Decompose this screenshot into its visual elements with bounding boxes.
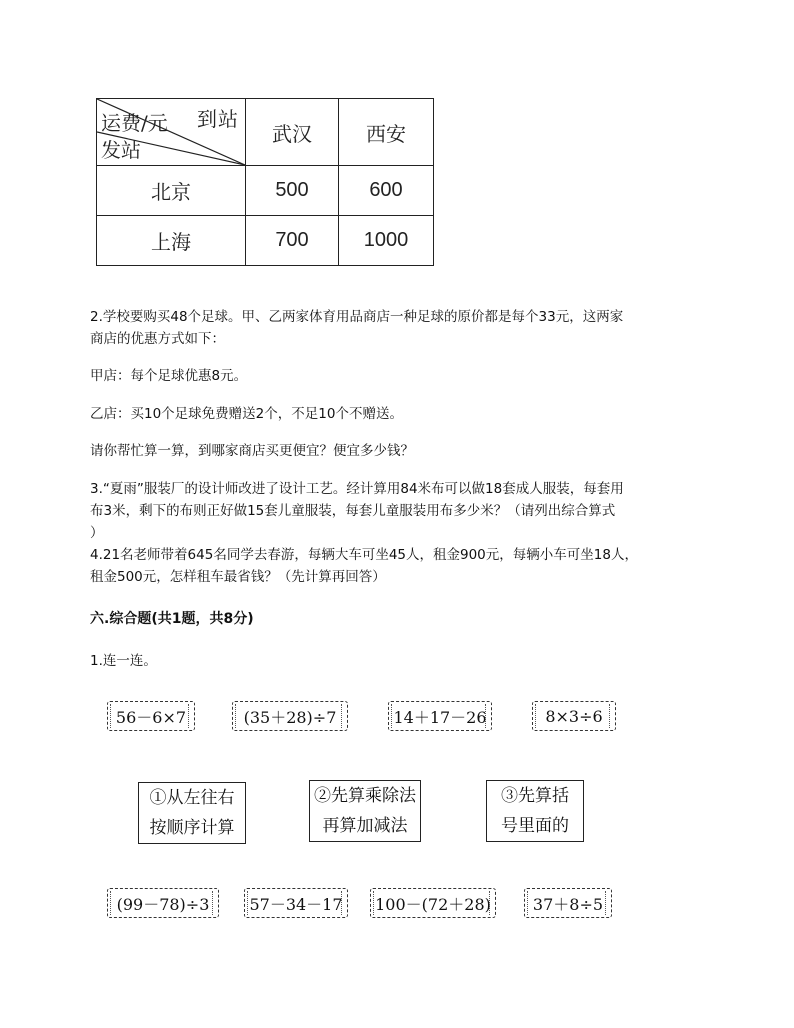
- expression-card-top-4[interactable]: 8×3÷6: [532, 701, 616, 731]
- question-4-line-2: 租金500元，怎样租车最省钱？（先计算再回答）: [90, 569, 386, 585]
- question-3-line-3: ）: [90, 525, 104, 541]
- expression-card-bottom-2[interactable]: 57－34－17: [244, 888, 348, 918]
- table-row: [97, 166, 434, 216]
- rule-box-line: 再算加减法: [322, 816, 408, 836]
- table-cell: 600: [339, 166, 434, 216]
- table-cell: 1000: [339, 216, 434, 266]
- table-row-station: 上海: [97, 216, 246, 266]
- table-cell: 500: [246, 166, 339, 216]
- section-6-question-1: 1.连一连。: [90, 653, 157, 669]
- rule-box-line: ①从左往右: [149, 788, 235, 808]
- question-4: [90, 544, 702, 588]
- rule-box-multiply-first[interactable]: [309, 780, 421, 842]
- rule-box-line: 按顺序计算: [149, 818, 235, 838]
- table-row: [97, 216, 434, 266]
- question-3: [90, 478, 702, 544]
- table-row-station: 北京: [97, 166, 246, 216]
- question-2-line-2: 商店的优惠方式如下：: [90, 331, 225, 347]
- question-2: [90, 306, 702, 350]
- table-corner-cell: [97, 99, 246, 166]
- question-4-line-1: 4.21名老师带着645名同学去春游，每辆大车可坐45人，租金900元，每辆小车可坐18人，: [90, 547, 638, 563]
- rule-box-line: ②先算乘除法: [314, 786, 416, 806]
- question-2-ask: 请你帮忙算一算，到哪家商店买更便宜？便宜多少钱？: [90, 443, 414, 459]
- expression-card-top-1[interactable]: 56－6×7: [107, 701, 195, 731]
- rule-box-parentheses-first[interactable]: [486, 780, 584, 842]
- corner-arrival-label: 到站: [197, 107, 239, 131]
- table-header-xian: 西安: [339, 99, 434, 166]
- rule-box-line: 号里面的: [501, 816, 569, 836]
- question-3-line-1: 3.“夏雨”服装厂的设计师改进了设计工艺。经计算用84米布可以做18套成人服装，每套用: [90, 481, 624, 497]
- expression-card-top-2[interactable]: (35＋28)÷7: [232, 701, 348, 731]
- corner-fee-label: 运费/元: [101, 111, 168, 135]
- table-header-wuhan: 武汉: [246, 99, 339, 166]
- question-3-line-2: 布3米，剩下的布则正好做15套儿童服装，每套儿童服装用布多少米？（请列出综合算式: [90, 503, 616, 519]
- expression-card-bottom-1[interactable]: (99－78)÷3: [107, 888, 219, 918]
- question-2-line-1: 2.学校要购买48个足球。甲、乙两家体育用品商店一种足球的原价都是每个33元，这两家: [90, 309, 624, 325]
- corner-departure-label: 发站: [101, 138, 141, 162]
- rule-box-line: ③先算括: [501, 786, 569, 806]
- expression-card-bottom-3[interactable]: 100－(72＋28): [370, 888, 496, 918]
- expression-card-bottom-4[interactable]: 37＋8÷5: [524, 888, 612, 918]
- table-cell: 700: [246, 216, 339, 266]
- question-2-shop-a: 甲店：每个足球优惠8元。: [90, 368, 248, 384]
- question-2-shop-b: 乙店：买10个足球免费赠送2个，不足10个不赠送。: [90, 406, 403, 422]
- section-6-title: 六.综合题(共1题，共8分): [90, 611, 254, 627]
- expression-card-top-3[interactable]: 14＋17－26: [388, 701, 492, 731]
- rule-box-left-to-right[interactable]: [138, 782, 246, 844]
- freight-table: [96, 98, 434, 266]
